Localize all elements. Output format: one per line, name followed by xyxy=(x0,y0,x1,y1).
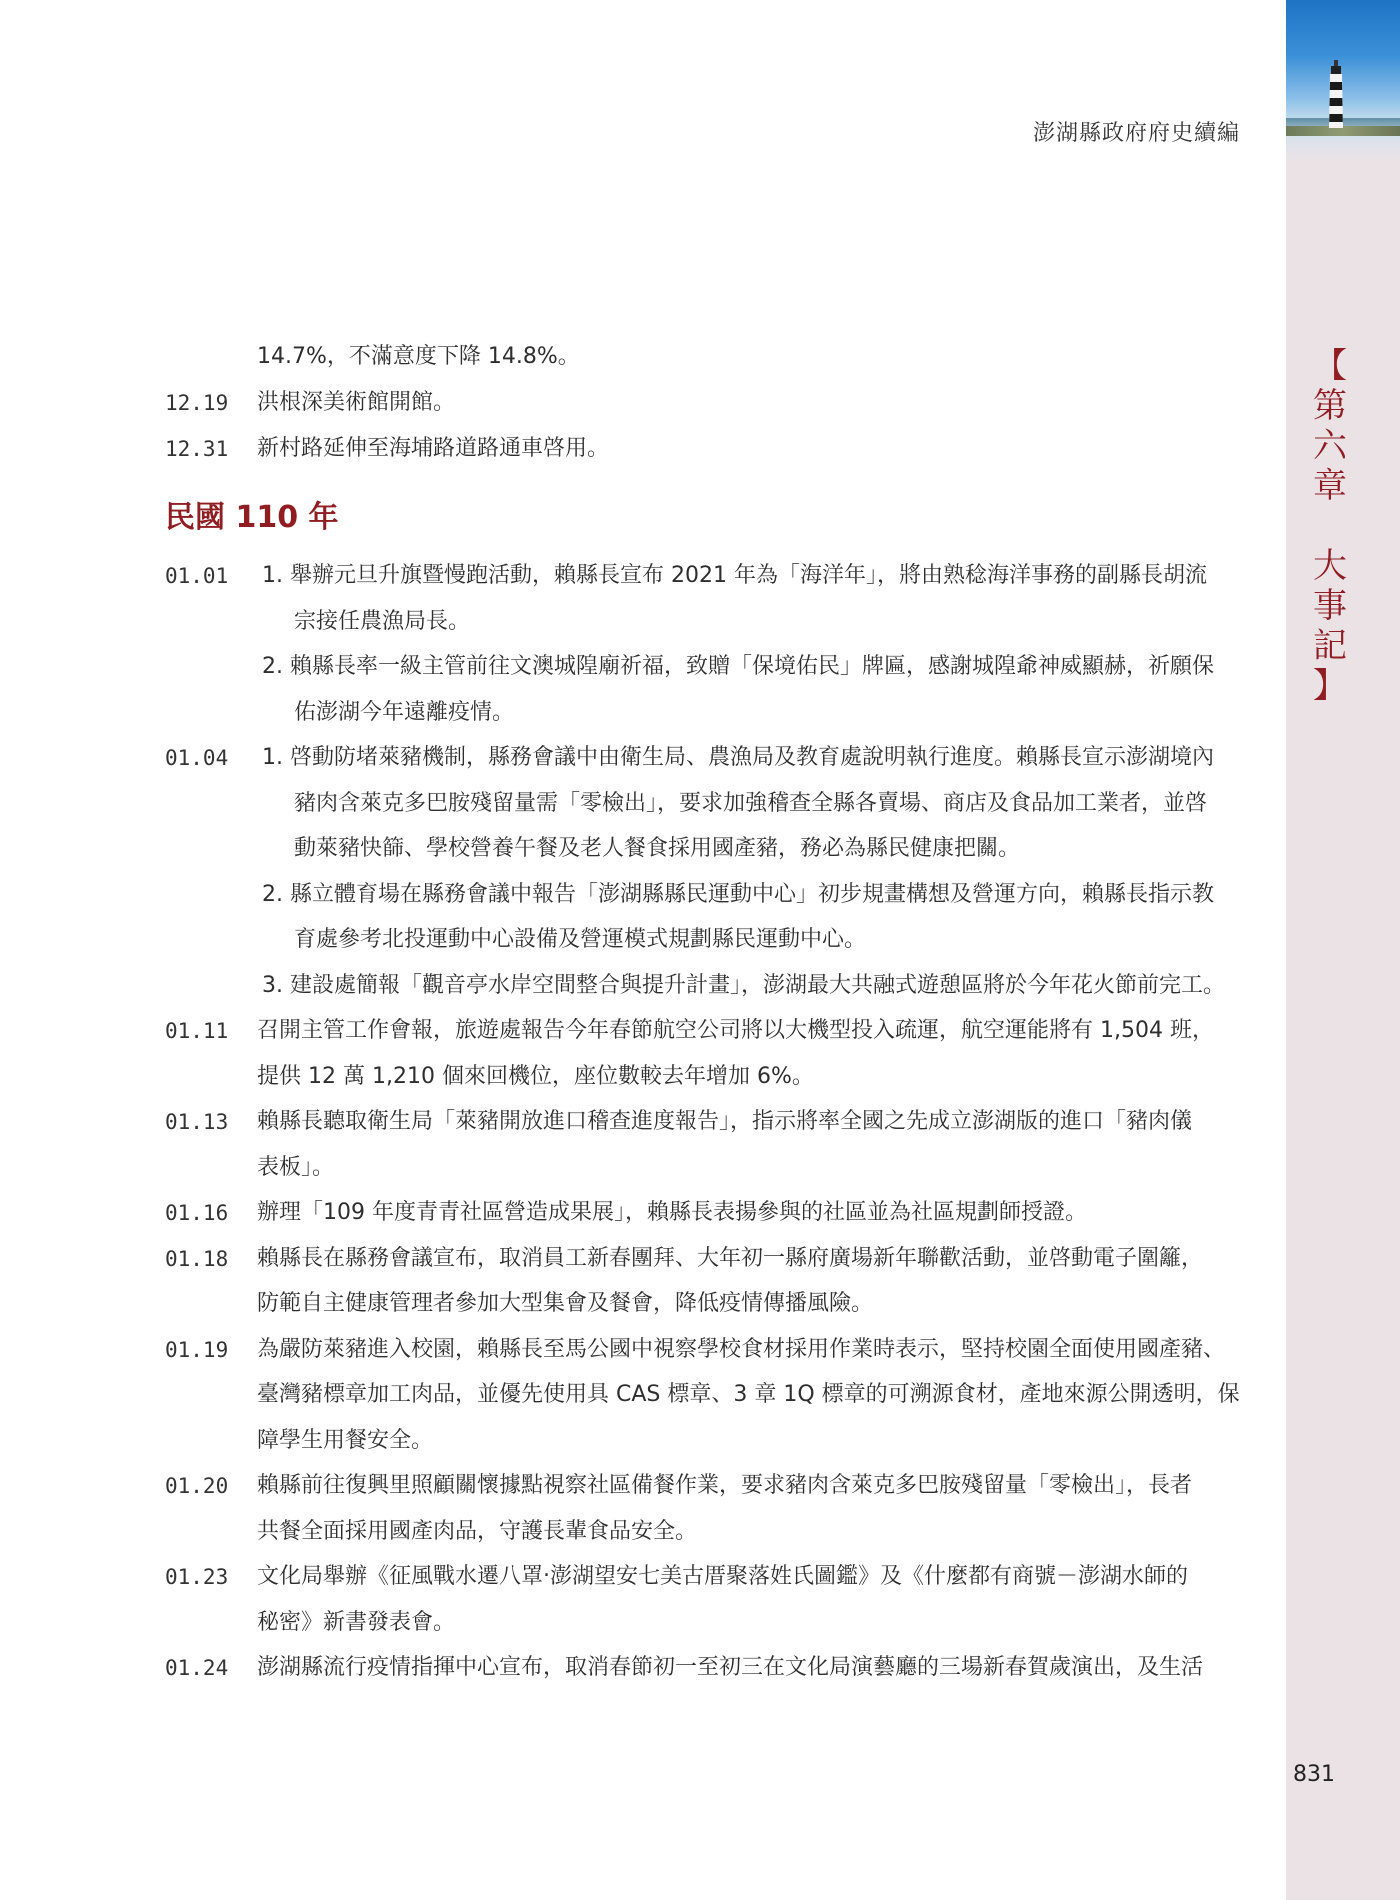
entry-text: 賴縣長聽取衛生局「萊豬開放進口稽查進度報告」，指示將率全國之先成立澎湖版的進口「豬肉儀 xyxy=(257,1109,1193,1134)
chapter-tab-char: 章 xyxy=(1313,466,1347,506)
entry-text: 澎湖縣流行疫情指揮中心宣布，取消春節初一至初三在文化局演藝廳的三場新春賀歲演出，及生活 xyxy=(257,1655,1204,1680)
entry-text: 障學生用餐安全。 xyxy=(257,1427,434,1453)
entry-date: 01.04 xyxy=(165,746,229,770)
entry-date: 01.01 xyxy=(165,564,229,588)
side-band xyxy=(1286,0,1400,1900)
entry-text: 2. 賴縣長率一級主管前往文澳城隍廟祈福，致贈「保境佑民」牌匾，感謝城隍爺神威顯赫，祈願保 xyxy=(262,654,1214,679)
entry-date: 01.18 xyxy=(165,1246,229,1271)
entry-text: 2. 縣立體育場在縣務會議中報告「澎湖縣縣民運動中心」初步規畫構想及營運方向，賴縣長指示教 xyxy=(262,881,1214,907)
entry-text: 3. 建設處簡報「觀音亭水岸空間整合與提升計畫」，澎湖最大共融式遊憩區將於今年花火節前完工。 xyxy=(262,972,1225,998)
entry-text: 防範自主健康管理者參加大型集會及餐會，降低疫情傳播風險。 xyxy=(257,1291,874,1316)
entry-text: 臺灣豬標章加工肉品，並優先使用具 CAS 標章、3 章 1Q 標章的可溯源食材，產地來源公開透明，保 xyxy=(257,1382,1240,1407)
entry-date: 01.20 xyxy=(165,1474,229,1498)
chapter-tab-char: 第 xyxy=(1313,386,1347,426)
chapter-tab-char: 【 xyxy=(1313,346,1347,386)
entry-text: 文化局舉辦《征風戰水遷八罩‧澎湖望安七美古厝聚落姓氏圖鑑》及《什麼都有商號－澎湖水師的 xyxy=(257,1564,1188,1589)
entry-date: 01.16 xyxy=(165,1201,229,1225)
entry-text: 豬肉含萊克多巴胺殘留量需「零檢出」，要求加強稽查全縣各賣場、商店及食品加工業者，並啓 xyxy=(294,790,1208,816)
entry-date: 01.19 xyxy=(165,1337,229,1362)
entry-text: 佑澎湖今年遠離疫情。 xyxy=(294,699,515,725)
chapter-tab-char: 大 xyxy=(1313,546,1347,586)
entry-text: 為嚴防萊豬進入校園，賴縣長至馬公國中視察學校食材採用作業時表示，堅持校園全面使用國產豬、 xyxy=(257,1336,1226,1362)
running-title: 澎湖縣政府府史續編 xyxy=(1032,121,1240,146)
entry-date: 01.11 xyxy=(165,1019,229,1043)
entry-text: 1. 舉辦元旦升旗暨慢跑活動，賴縣長宣布 2021 年為「海洋年」，將由熟稔海洋事務的副縣長胡流 xyxy=(262,563,1207,588)
entry-date: 01.23 xyxy=(165,1565,229,1589)
entry-text: 動萊豬快篩、學校營養午餐及老人餐食採用國產豬，務必為縣民健康把關。 xyxy=(294,836,1021,861)
chapter-tab-char: 六 xyxy=(1313,426,1347,466)
entry-text: 秘密》新書發表會。 xyxy=(257,1609,456,1635)
entry-text: 賴縣長在縣務會議宣布，取消員工新春團拜、大年初一縣府廣場新年聯歡活動，並啓動電子圍籬， xyxy=(257,1245,1204,1271)
entry-text: 表板」。 xyxy=(257,1154,335,1180)
entry-text: 召開主管工作會報，旅遊處報告今年春節航空公司將以大機型投入疏運，航空運能將有 1,504 班， xyxy=(257,1018,1214,1043)
entry-text: 1. 啓動防堵萊豬機制，縣務會議中由衛生局、農漁局及教育處說明執行進度。賴縣長宣示澎湖境內 xyxy=(262,745,1214,770)
page-number: 831 xyxy=(1293,1762,1335,1787)
entry-text: 辦理「109 年度青青社區營造成果展」，賴縣長表揚參與的社區並為社區規劃師授證。 xyxy=(257,1200,1087,1225)
entry-text: 共餐全面採用國產肉品，守護長輩食品安全。 xyxy=(257,1518,698,1544)
chapter-tab-char: 記 xyxy=(1313,626,1347,666)
chapter-tab-char xyxy=(1310,506,1350,546)
entry-date: 01.24 xyxy=(165,1656,229,1680)
lighthouse-photo xyxy=(1286,0,1400,160)
chapter-tab xyxy=(1310,346,1350,706)
chapter-tab-char: 事 xyxy=(1313,586,1347,626)
entry-text: 賴縣前往復興里照顧關懷據點視察社區備餐作業，要求豬肉含萊克多巴胺殘留量「零檢出」，長者 xyxy=(257,1473,1193,1498)
entry-text: 提供 12 萬 1,210 個來回機位，座位數較去年增加 6%。 xyxy=(257,1063,814,1089)
entry-text: 宗接任農漁局長。 xyxy=(294,608,471,634)
entry-date: 01.13 xyxy=(165,1110,229,1134)
year-heading: 民國 110 年 xyxy=(165,500,339,535)
entry-text: 育處參考北投運動中心設備及營運模式規劃縣民運動中心。 xyxy=(294,927,867,952)
chapter-tab-char: 】 xyxy=(1313,666,1347,706)
lighthouse-icon xyxy=(1323,60,1349,130)
